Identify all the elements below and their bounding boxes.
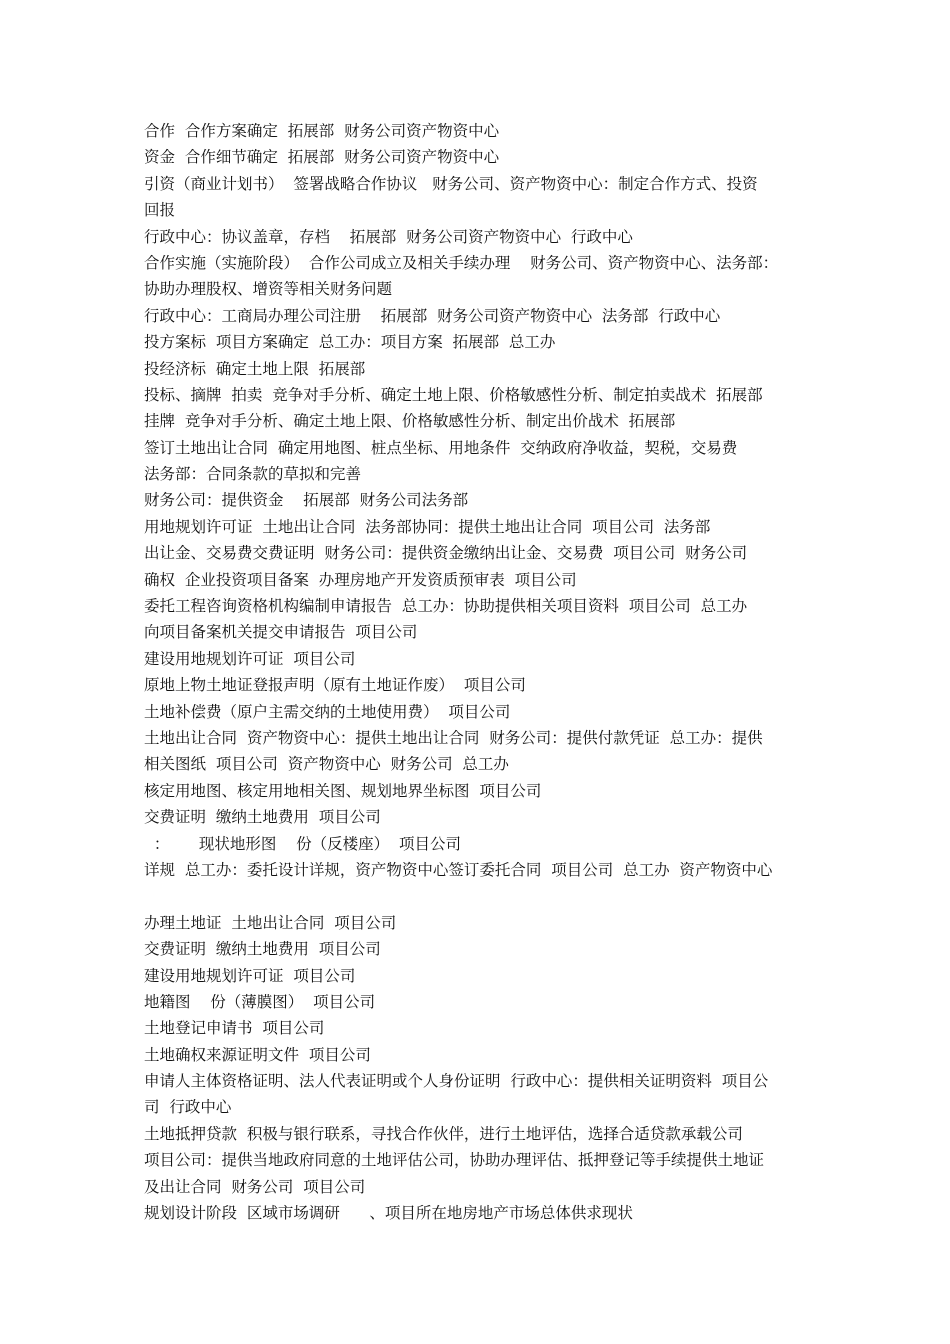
text-line: 建设用地规划许可证 项目公司: [144, 966, 356, 985]
text-line: 土地登记申请书 项目公司: [144, 1019, 325, 1038]
text-line: 引资（商业计划书） 签署战略合作协议 财务公司、资产物资中心：制定合作方式、投资: [144, 174, 758, 193]
text-line: 财务公司：提供资金 拓展部 财务公司法务部: [144, 491, 469, 510]
text-line: 投方案标 项目方案确定 总工办：项目方案 拓展部 总工办: [144, 333, 556, 352]
text-line: 确权 企业投资项目备案 办理房地产开发资质预审表 项目公司: [144, 570, 577, 589]
text-line: 规划设计阶段 区域市场调研 、项目所在地房地产市场总体供求现状: [144, 1204, 633, 1223]
text-line: 办理土地证 土地出让合同 项目公司: [144, 913, 397, 932]
text-line: 用地规划许可证 土地出让合同 法务部协同：提供土地出让合同 项目公司 法务部: [144, 517, 711, 536]
text-line: 建设用地规划许可证 项目公司: [144, 649, 356, 668]
text-line: 签订土地出让合同 确定用地图、桩点坐标、用地条件 交纳政府净收益，契税，交易费: [144, 438, 738, 457]
text-line: 向项目备案机关提交申请报告 项目公司: [144, 623, 418, 642]
blank-line: [144, 883, 812, 909]
text-line: 交费证明 缴纳土地费用 项目公司: [144, 940, 381, 959]
text-line: 项目公司：提供当地政府同意的土地评估公司，协助办理评估、抵押登记等手续提供土地证: [144, 1151, 765, 1170]
text-line: 投经济标 确定土地上限 拓展部: [144, 359, 366, 378]
text-line: 申请人主体资格证明、法人代表证明或个人身份证明 行政中心：提供相关证明资料 项目公: [144, 1072, 769, 1091]
text-line: 合作 合作方案确定 拓展部 财务公司资产物资中心: [144, 122, 500, 140]
text-line: 行政中心：工商局办理公司注册 拓展部 财务公司资产物资中心 法务部 行政中心: [144, 306, 721, 325]
text-line: ： 现状地形图 份（反楼座） 项目公司: [144, 834, 461, 853]
text-line: 回报: [144, 201, 176, 220]
text-line: 投标、摘牌 拍卖 竞争对手分析、确定土地上限、价格敏感性分析、制定拍卖战术 拓展部: [144, 385, 763, 404]
text-line: 土地确权来源证明文件 项目公司: [144, 1045, 371, 1064]
text-line: 土地出让合同 资产物资中心：提供土地出让合同 财务公司：提供付款凭证 总工办：提供: [144, 728, 763, 747]
text-line: 土地抵押贷款 积极与银行联系，寻找合作伙伴，进行土地评估，选择合适贷款承载公司: [144, 1124, 743, 1143]
text-line: 地籍图 份（薄膜图） 项目公司: [144, 992, 376, 1011]
text-line: 司 行政中心: [144, 1098, 232, 1117]
text-line: 法务部：合同条款的草拟和完善: [144, 465, 362, 484]
text-line: 协助办理股权、增资等相关财务问题: [144, 280, 393, 299]
text-line: 原地上物土地证登报声明（原有土地证作废） 项目公司: [144, 676, 526, 695]
text-line: 合作实施（实施阶段） 合作公司成立及相关手续办理 财务公司、资产物资中心、法务部：: [144, 253, 779, 272]
text-line: 委托工程咨询资格机构编制申请报告 总工办：协助提供相关项目资料 项目公司 总工办: [144, 597, 748, 616]
text-line: 及出让合同 财务公司 项目公司: [144, 1177, 366, 1196]
text-line: 详规 总工办：委托设计详规，资产物资中心签订委托合同 项目公司 总工办 资产物资中心: [144, 860, 773, 879]
text-line: 出让金、交易费交费证明 财务公司：提供资金缴纳出让金、交易费 项目公司 财务公司: [144, 544, 748, 563]
text-line: 核定用地图、核定用地相关图、规划地界坐标图 项目公司: [144, 781, 542, 800]
text-line: 行政中心：协议盖章，存档 拓展部 财务公司资产物资中心 行政中心: [144, 227, 633, 246]
text-line: 挂牌 竞争对手分析、确定土地上限、价格敏感性分析、制定出价战术 拓展部: [144, 412, 676, 431]
text-line: 土地补偿费（原户主需交纳的土地使用费） 项目公司: [144, 702, 511, 721]
document-body: [144, 118, 812, 1226]
text-line: 交费证明 缴纳土地费用 项目公司: [144, 808, 381, 827]
text-line: 相关图纸 项目公司 资产物资中心 财务公司 总工办: [144, 755, 509, 774]
text-line: 资金 合作细节确定 拓展部 财务公司资产物资中心: [144, 148, 500, 167]
